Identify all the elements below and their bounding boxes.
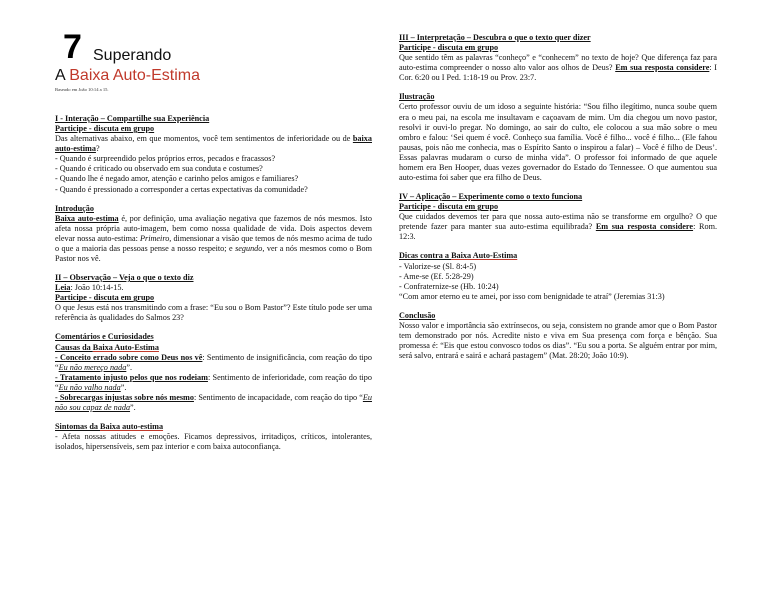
section-interacao — [55, 114, 372, 195]
section-dicas — [399, 251, 717, 301]
section-heading: IV – Aplicação – Experimente como o texto funciona — [399, 192, 583, 202]
list-item: - Quando é criticado ou observado em sua conduta e costumes? — [55, 164, 263, 174]
causes-label: Causas da Baixa Auto-Estima — [55, 342, 159, 352]
section-subheading: Participe - discuta em grupo — [399, 202, 499, 212]
list-item: - Confraternize-se (Hb. 10:24) — [399, 281, 499, 291]
cause-item: - Sobrecargas injustas sobre nós mesmo: Sentimento de incapacidade, com reação do tipo “Eu não sou capaz de nada”. — [55, 392, 372, 413]
section-observacao — [55, 273, 372, 323]
section-heading: I - Interação – Compartilhe sua Experiência — [55, 114, 210, 123]
cause-item: - Conceito errado sobre como Deus nos vê: Sentimento de insignificância, com reação do tipo “Eu não mereço nada”. — [55, 352, 372, 372]
section-conclusao — [399, 311, 717, 361]
section-introducao — [55, 204, 372, 264]
title-accent: Baixa Auto-Estima — [69, 67, 200, 84]
title-prefix: A — [55, 67, 65, 84]
right-column — [399, 33, 717, 370]
lesson-number: 7 — [63, 28, 82, 66]
section-sintomas — [55, 422, 372, 452]
section-heading: Sintomas da Baixa auto-estima — [55, 422, 164, 432]
title-line-1: Superando — [93, 47, 172, 64]
section-text: Nosso valor e importância são extrínsecos, ou seja, consistem no grande amor que o Bom Pastor tem demonstrado por nós. Acredite nisto e viva em Sua presença com força e bênção. Sua promessa é: “Eis que estou convosco todos os dias”. “Eu sou a porta. Se alguém entrar por mim, será salvo, entrará e sairá e achará pastagem” (Mat. 28:20; João 10:9). — [399, 320, 717, 361]
left-column — [55, 28, 373, 461]
section-text: - Afeta nossas atitudes e emoções. Ficamos depressivos, irritadiços, críticos, intolerantes, isolados, hipersensíveis, sem paz interior e com baixa autoconfiança. — [55, 432, 372, 452]
section-heading: III – Interpretação – Descubra o que o texto quer dizer — [399, 33, 591, 42]
section-text: Que cuidados devemos ter para que nossa auto-estima não se transforme em orgulho? O que pretende fazer para manter sua auto-estima equilibrada? Em sua resposta considere: Rom. 12:3. — [399, 212, 718, 242]
bible-reference: Baseado em João 10:14 a 15. — [55, 87, 109, 92]
section-heading: II – Observação – Veja o que o texto diz — [55, 273, 194, 283]
section-text: Das alternativas abaixo, em que momentos, você tem sentimentos de inferioridade ou de baixa auto-estima? — [55, 134, 372, 154]
section-subheading: Participe - discuta em grupo — [55, 293, 155, 303]
list-item: - Quando é pressionado a corresponder a certas expectativas da comunidade? — [55, 184, 308, 194]
section-heading: Introdução — [55, 203, 94, 213]
section-ilustracao — [399, 92, 717, 183]
section-heading: Conclusão — [399, 310, 436, 320]
list-item: - Quando é surpreendido pelos próprios erros, pecados e fracassos? — [55, 154, 276, 164]
section-text: Baixa auto-estima é, por definição, uma avaliação negativa que fazemos de nós mesmos. Isto afeta nossa própria auto-imagem, bem como nossa qualidade de vida. Dois aspectos devem elevar nossa auto-estima: Primeiro, dimensionar a visão que temos de nós mesmo acima de tudo o que a maioria das pessoas pense a nosso respeito; e segundo, ver a nós mesmos como o Bom Pastor nos vê. — [55, 213, 373, 264]
section-subheading: Participe - discuta em grupo — [55, 124, 155, 134]
quote-text: “Com amor eterno eu te amei, por isso com benignidade te atraí” (Jeremias 31:3) — [399, 291, 665, 301]
section-subheading: Participe - discuta em grupo — [399, 43, 499, 53]
section-aplicacao — [399, 192, 717, 242]
section-heading: Ilustração — [399, 92, 435, 102]
section-text: O que Jesus está nos transmitindo com a frase: “Eu sou o Bom Pastor”? Este título pode ser uma referência às qualidades do Salmos 23? — [55, 303, 372, 323]
list-item: - Ame-se (Ef. 5:28-29) — [399, 271, 474, 281]
list-item: - Quando lhe é negado amor, atenção e carinho pelos amigos e familiares? — [55, 174, 299, 184]
section-text: Certo professor ouviu de um idoso a seguinte história: “Sou filho ilegítimo, nunca soube quem era o meu pai, na escola me insultavam e caçoavam de mim. Um dia chegou um novo pastor, resolvi ir ouvi-lo pregar. No domingo, ao sair do culto, ele colocou a sua mão sobre o meu ombro e falou: ‘Sei quem é você. Conheço sua família. Você é filho... você é filho... (Ele fahou pausas, pois não me conhecia, mas o Espírito Santo o inspirou a falar) – Você é filho de Deus’. Essas palavras mudaram o curso de minha vida”. O professor foi informado de que aquele homem era Ben Hooper, duas vezes governador do Estado do Tennessee. O que aumentou sua auto-estima foi saber que era filho de Deus. — [399, 102, 717, 183]
lesson-header — [55, 28, 372, 114]
list-item: - Valorize-se (Sl. 8:4-5) — [399, 261, 477, 271]
cause-item: - Tratamento injusto pelos que nos rodeiam: Sentimento de inferioridade, com reação do tipo “Eu não valho nada”. — [55, 372, 372, 392]
section-heading: Comentários e Curiosidades — [55, 332, 154, 342]
section-comentarios — [55, 332, 372, 413]
section-heading: Dicas contra a Baixa Auto-Estima — [399, 251, 518, 261]
reading-line: Leia: João 10:14-15. — [55, 283, 124, 293]
section-text: Que sentido têm as palavras “conheço” e “conhecem” no texto de hoje? Que diferença faz para auto-estima compreender o nosso alto valor aos olhos de Deus? Em sua resposta considere: I Cor. 6:20 ou I Ped. 1:18-19 ou Prov. 23:7. — [399, 53, 717, 83]
section-interpretacao — [399, 33, 717, 83]
title-line-2 — [55, 66, 200, 86]
